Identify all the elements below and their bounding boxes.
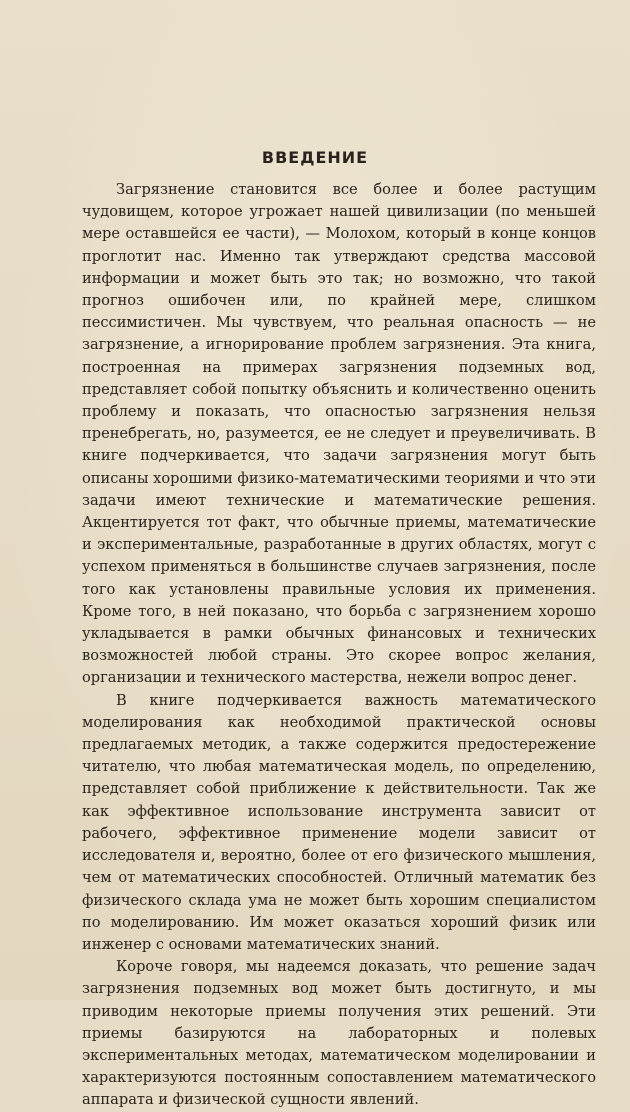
- body-text: [82, 179, 596, 1112]
- paragraph-1: Загрязнение становится все более и более растущим чудовищем, которое угрожает нашей цивилизации (по меньшей мере оставшейся ее части), — Молохом, который в конце концов проглотит нас. Именно так утверждают средства массовой информации и может быть это так; но возможно, что такой прогноз ошибочен или, по крайней мере, слишком пессимистичен. Мы чувствуем, что реальная опасность — не загрязнение, а игнорирование проблем загрязнения. Эта книга, построенная на примерах загрязнения подземных вод, представляет собой попытку объяснить и количественно оценить проблему и показать, что опасностью загрязнения нельзя пренебрегать, но, разумеется, ее не следует и преувеличивать. В книге подчеркивается, что задачи загрязнения могут быть описаны хорошими физико-математическими теориями и что эти задачи имеют технические и математические решения. Акцентируется тот факт, что обычные приемы, математические и экспериментальные, разработанные в других областях, могут с успехом применяться в большинстве случаев загрязнения, после того как установлены правильные условия их применения. Кроме того, в ней показано, что борьба с загрязнением хорошо укладывается в рамки обычных финансовых и технических возможностей любой страны. Это скорее вопрос желания, организации и технического мастерства, нежели вопрос денег.: [82, 181, 596, 687]
- chapter-heading: ВВЕДЕНИЕ: [261, 148, 369, 167]
- paragraph-3: Короче говоря, мы надеемся доказать, что решение задач загрязнения подземных вод может быть достигнуто, и мы приводим некоторые приемы получения этих решений. Эти приемы базируются на лабораторных и полевых экспериментальных методах, математическом моделировании и характеризуются постоянным сопоставлением математического аппарата и физической сущности явлений.: [82, 958, 596, 1109]
- paragraph-2: В книге подчеркивается важность математического моделирования как необходимой практической основы предлагаемых методик, а также содержится предостережение читателю, что любая математическая модель, по определению, представляет собой приближение к действительности. Так же как эффективное использование инструмента зависит от рабочего, эффективное применение модели зависит от исследователя и, вероятно, более от его физического мышления, чем от математических способностей. Отличный математик без физического склада ума не может быть хорошим специалистом по моделированию. Им может оказаться хороший физик или инженер с основами математических знаний.: [82, 691, 596, 953]
